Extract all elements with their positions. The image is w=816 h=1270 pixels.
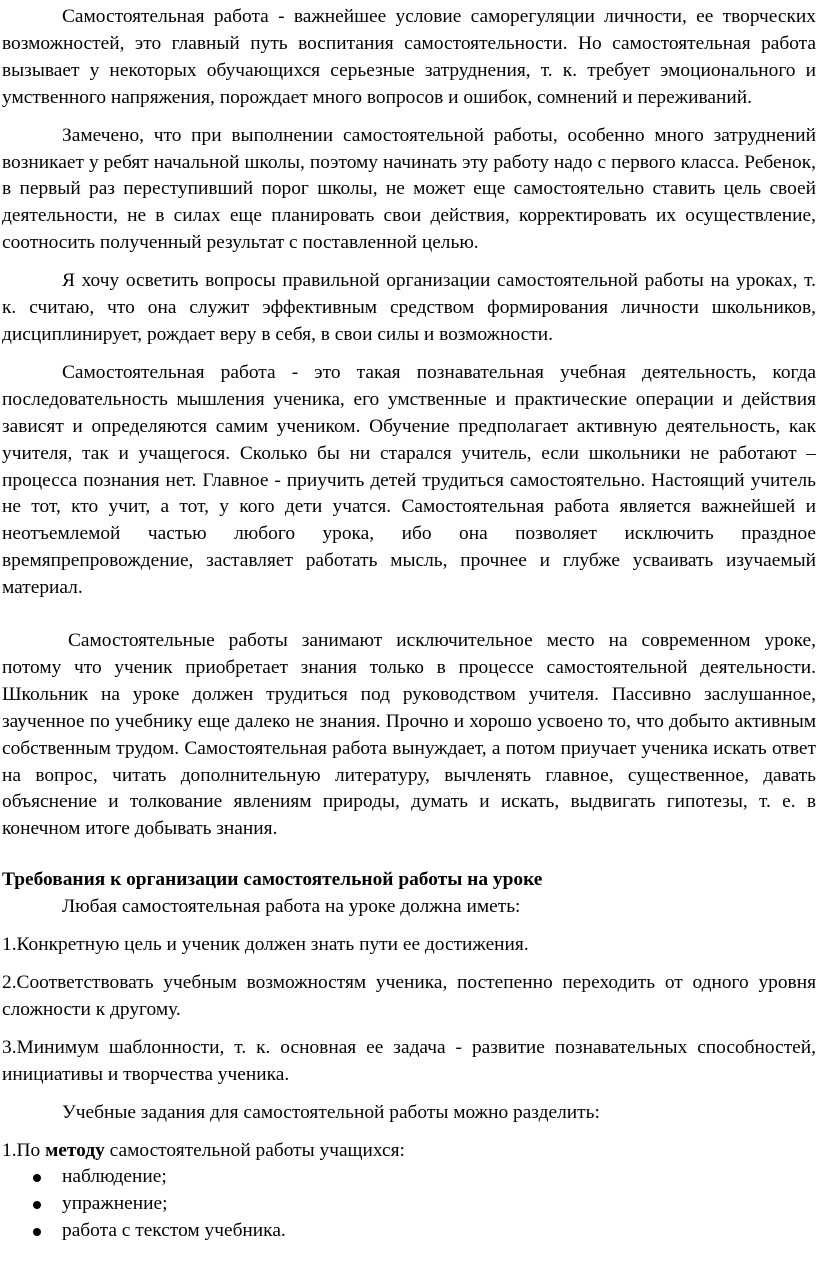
method-bullet-list (2, 1164, 816, 1245)
list-item-label: наблюдение; (62, 1166, 167, 1188)
paragraph-importance: Самостоятельные работы занимают исключительное место на современном уроке, потому что ученик приобретает знания только в процессе самостоятельной деятельности. Школьник на уроке должен трудиться под руководством учителя. Пассивно заслушанное, заученное по учебнику еще далеко не знания. Прочно и хорошо усвоено то, что добыто активным собственным трудом. Самостоятельная работа вынуждает, а потом приучает ученика искать ответ на вопрос, читать дополнительную литературу, вычленять главное, существенное, давать объяснение и толкование явлениям природы, думать и искать, выдвигать гипотезы, т. е. в конечном итоге добывать знания. (2, 630, 816, 840)
tasks-method-suffix: самостоятельной работы учащихся: (104, 1139, 405, 1161)
requirement-item-2: 2.Соответствовать учебным возможностям ученика, постепенно переходить от одного уровня сложности к другому. (2, 972, 816, 1020)
paragraph-definition: Самостоятельная работа - важнейшее условие саморегуляции личности, ее творческих возможностей, это главный путь воспитания самостоятельности. Но самостоятельная работа вызывает у некоторых обучающихся серьезные затруднения, т. к. требует эмоционального и умственного напряжения, порождает много вопросов и ошибок, сомнений и переживаний. (2, 6, 816, 108)
requirement-item-3: 3.Минимум шаблонности, т. к. основная ее задача - развитие познавательных способностей, инициативы и творчества ученика. (2, 1036, 816, 1085)
bullet-icon (33, 1174, 41, 1182)
bullet-icon (33, 1201, 41, 1209)
paragraph-explanation: Самостоятельная работа - это такая познавательная учебная деятельность, когда последовательность мышления ученика, его умственные и практические операции и действия зависят и определяются самим учеником. Обучение предполагает активную деятельность, как учителя, так и учащегося. Сколько бы ни старался учитель, если школьники не работают – процесса познания нет. Главное - приучить детей трудиться самостоятельно. Настоящий учитель не тот, кто учит, а тот, у кого дети учатся. Самостоятельная работа является важнейшей и неотъемлемой частью любого урока, ибо она позволяет исключить праздное времяпрепровождение, заставляет работать мысль, прочнее и глубже усваивать изучаемый материал. (2, 361, 816, 599)
bullet-icon (33, 1228, 41, 1236)
requirement-item-1: 1.Конкретную цель и ученик должен знать пути ее достижения. (2, 934, 529, 956)
list-item (2, 1164, 816, 1191)
section-heading: Требования к организации самостоятельной работы на уроке (2, 869, 543, 891)
tasks-method-bold: методу (45, 1139, 105, 1161)
paragraph-observation: Замечено, что при выполнении самостоятельной работы, особенно много затруднений возникает у ребят начальной школы, поэтому начинать эту работу надо с первого класса. Ребенок, в первый раз переступивший порог школы, не может еще самостоятельно ставить цель своей деятельности, не в силах еще планировать свои действия, корректировать их осуществление, соотносить полученный результат с поставленной целью. (2, 124, 816, 254)
requirements-intro: Любая самостоятельная работа на уроке должна иметь: (62, 896, 521, 918)
paragraph-intent: Я хочу осветить вопросы правильной организации самостоятельной работы на уроках, т. к. считаю, что она служит эффективным средством формирования личности школьников, дисциплинирует, рождает веру в себя, в свои силы и возможности. (2, 270, 816, 345)
tasks-intro: Учебные задания для самостоятельной работы можно разделить: (62, 1101, 600, 1123)
list-item (2, 1218, 816, 1245)
list-item-label: упражнение; (62, 1193, 168, 1215)
list-item (2, 1191, 816, 1218)
tasks-method-line (2, 1138, 816, 1165)
tasks-method-prefix: 1.По (2, 1139, 46, 1161)
list-item-label: работа с текстом учебника. (62, 1220, 286, 1242)
